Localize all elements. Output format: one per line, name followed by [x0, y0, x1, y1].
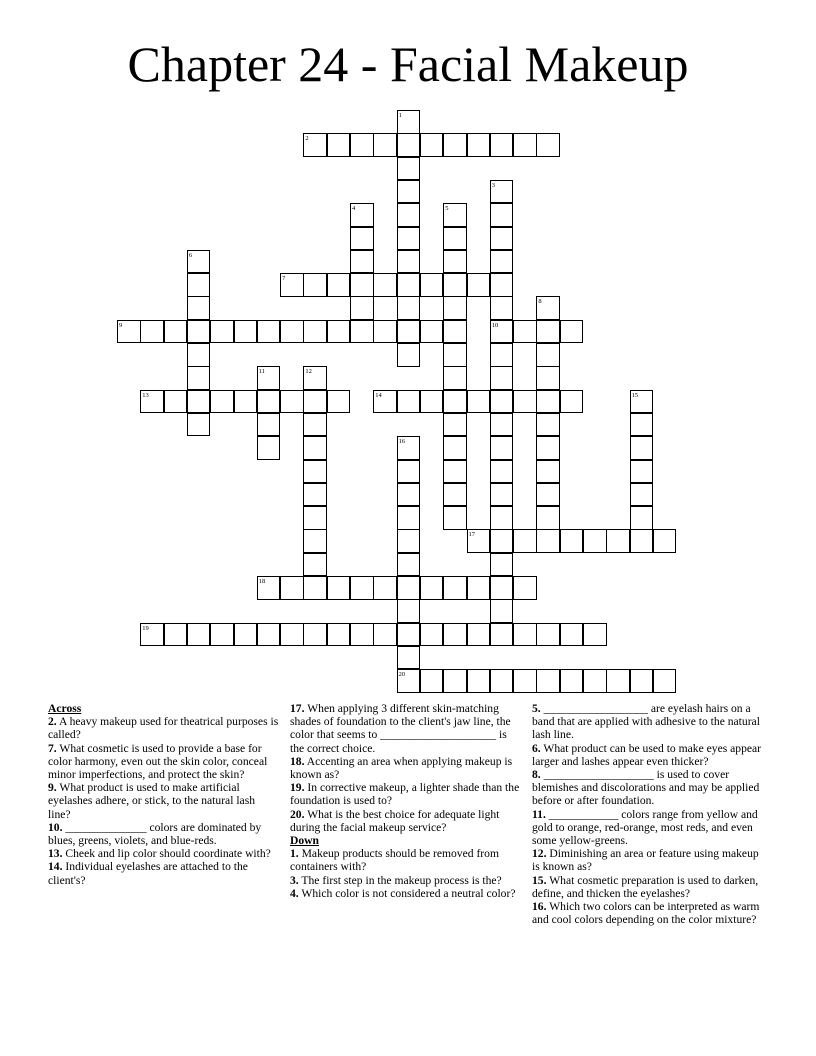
grid-cell[interactable] — [536, 390, 560, 414]
grid-cell[interactable] — [490, 576, 514, 600]
grid-cell[interactable] — [350, 623, 374, 647]
clue-across-10: 10. ______________ colors are dominated by blues, greens, violets, and blue-reds. — [48, 820, 262, 848]
grid-cell[interactable] — [560, 320, 584, 344]
clue-down-15: 15. What cosmetic preparation is used to darken, define, and thicken the eyelashes? — [532, 873, 759, 900]
clue-number: 6 — [188, 251, 193, 259]
grid-cell[interactable] — [397, 110, 421, 134]
grid-cell[interactable] — [420, 576, 444, 600]
grid-cell[interactable] — [653, 529, 677, 553]
grid-cell[interactable] — [630, 460, 654, 484]
grid-cell[interactable] — [303, 390, 327, 414]
grid-cell[interactable] — [536, 366, 560, 390]
grid-cell[interactable] — [280, 576, 304, 600]
grid-cell[interactable] — [397, 227, 421, 251]
grid-cell[interactable] — [234, 623, 258, 647]
grid-cell[interactable] — [397, 390, 421, 414]
grid-cell[interactable] — [164, 623, 188, 647]
grid-cell[interactable] — [397, 483, 421, 507]
grid-cell[interactable] — [373, 390, 397, 414]
grid-cell[interactable] — [443, 436, 467, 460]
grid-cell[interactable] — [397, 646, 421, 670]
grid-cell[interactable] — [490, 623, 514, 647]
across-heading: Across — [48, 702, 82, 715]
grid-cell[interactable] — [397, 320, 421, 344]
grid-cell[interactable] — [536, 483, 560, 507]
grid-cell[interactable] — [397, 296, 421, 320]
grid-cell[interactable] — [536, 413, 560, 437]
grid-cell[interactable] — [117, 320, 141, 344]
grid-cell[interactable] — [257, 320, 281, 344]
down-heading: Down — [290, 834, 319, 848]
grid-cell[interactable] — [140, 390, 164, 414]
grid-cell[interactable] — [187, 343, 211, 367]
grid-cell[interactable] — [630, 390, 654, 414]
grid-cell[interactable] — [280, 623, 304, 647]
grid-cell[interactable] — [583, 669, 607, 693]
clue-down-1: 1. Makeup products should be removed from containers with? — [290, 847, 499, 874]
grid-cell[interactable] — [303, 366, 327, 390]
clues-column-1 — [48, 702, 280, 887]
clue-across-13: 13. Cheek and lip color should coordinate with? — [48, 847, 271, 861]
grid-cell[interactable] — [187, 296, 211, 320]
grid-cell[interactable] — [257, 366, 281, 390]
grid-cell[interactable] — [164, 390, 188, 414]
grid-cell[interactable] — [630, 436, 654, 460]
clue-number: 7 — [282, 275, 286, 283]
grid-cell[interactable] — [560, 669, 584, 693]
grid-cell[interactable] — [443, 506, 467, 530]
grid-cell[interactable] — [373, 320, 397, 344]
grid-cell[interactable] — [443, 483, 467, 507]
grid-cell[interactable] — [513, 669, 537, 693]
clue-number: 5 — [445, 205, 449, 213]
grid-cell[interactable] — [350, 296, 374, 320]
grid-cell[interactable] — [490, 413, 514, 437]
clue-number: 13 — [142, 391, 149, 399]
grid-cell[interactable] — [280, 320, 304, 344]
grid-cell[interactable] — [373, 576, 397, 600]
grid-cell[interactable] — [513, 320, 537, 344]
grid-cell[interactable] — [443, 227, 467, 251]
grid-cell[interactable] — [490, 460, 514, 484]
clue-number: 4 — [352, 205, 356, 213]
grid-cell[interactable] — [373, 133, 397, 157]
grid-cell[interactable] — [303, 133, 327, 157]
grid-cell[interactable] — [513, 529, 537, 553]
clue-down-16: 16. Which two colors can be interpreted as warm and cool colors depending on the color mixture? — [532, 900, 760, 927]
grid-cell[interactable] — [443, 623, 467, 647]
grid-cell[interactable] — [397, 273, 421, 297]
clue-number: 18 — [258, 578, 266, 585]
grid-cell[interactable] — [653, 669, 677, 693]
grid-cell[interactable] — [187, 273, 211, 297]
grid-cell[interactable] — [560, 623, 584, 647]
grid-cell[interactable] — [327, 320, 351, 344]
grid-cell[interactable] — [350, 576, 374, 600]
grid-cell[interactable] — [467, 529, 491, 553]
grid-cell[interactable] — [536, 460, 560, 484]
grid-cell[interactable] — [397, 506, 421, 530]
grid-cell[interactable] — [397, 623, 421, 647]
grid-cell[interactable] — [443, 390, 467, 414]
grid-cell[interactable] — [210, 623, 234, 647]
grid-cell[interactable] — [467, 273, 491, 297]
grid-cell[interactable] — [397, 599, 421, 623]
grid-cell[interactable] — [397, 460, 421, 484]
grid-cell[interactable] — [490, 529, 514, 553]
grid-cell[interactable] — [234, 320, 258, 344]
grid-cell[interactable] — [467, 133, 491, 157]
grid-cell[interactable] — [397, 576, 421, 600]
grid-cell[interactable] — [443, 273, 467, 297]
clue-down-8: 8. ___________________ is used to cover blemishes and discolorations and may be applied before or after foundation. — [532, 768, 760, 808]
grid-cell[interactable] — [257, 436, 281, 460]
grid-cell[interactable] — [397, 203, 421, 227]
grid-cell[interactable] — [303, 320, 327, 344]
clue-number: 3 — [491, 181, 496, 189]
clues-column-2 — [290, 702, 522, 900]
clue-number: 19 — [142, 624, 149, 632]
grid-cell[interactable] — [257, 413, 281, 437]
grid-cell[interactable] — [536, 436, 560, 460]
grid-cell[interactable] — [257, 623, 281, 647]
grid-cell[interactable] — [350, 250, 374, 274]
grid-cell[interactable] — [397, 343, 421, 367]
grid-cell[interactable] — [513, 623, 537, 647]
grid-cell[interactable] — [583, 623, 607, 647]
grid-cell[interactable] — [536, 506, 560, 530]
grid-cell[interactable] — [303, 576, 327, 600]
grid-cell[interactable] — [490, 553, 514, 577]
grid-cell[interactable] — [536, 529, 560, 553]
grid-cell[interactable] — [350, 273, 374, 297]
grid-cell[interactable] — [257, 576, 281, 600]
grid-cell[interactable] — [397, 250, 421, 274]
grid-cell[interactable] — [443, 250, 467, 274]
grid-cell[interactable] — [490, 180, 514, 204]
clue-number: 8 — [538, 298, 542, 306]
clue-number: 9 — [119, 321, 123, 329]
clue-down-4: 4. Which color is not considered a neutral color? — [290, 886, 516, 900]
grid-cell[interactable] — [443, 669, 467, 693]
grid-cell[interactable] — [490, 273, 514, 297]
grid-cell[interactable] — [187, 320, 211, 344]
clue-number: 20 — [398, 671, 406, 679]
grid-cell[interactable] — [443, 413, 467, 437]
grid-cell[interactable] — [303, 529, 327, 553]
grid-cell[interactable] — [630, 506, 654, 530]
grid-cell[interactable] — [327, 273, 351, 297]
grid-cell[interactable] — [606, 669, 630, 693]
grid-cell[interactable] — [187, 366, 211, 390]
clue-number: 12 — [305, 368, 312, 376]
clue-across-20: 20. What is the best choice for adequate light during the facial makeup service? — [290, 807, 500, 834]
grid-cell[interactable] — [397, 529, 421, 553]
grid-cell[interactable] — [443, 576, 467, 600]
grid-cell[interactable] — [606, 529, 630, 553]
grid-cell[interactable] — [327, 133, 351, 157]
grid-cell[interactable] — [327, 390, 351, 414]
grid-cell[interactable] — [303, 273, 327, 297]
clue-down-6: 6. What product can be used to make eyes appear larger and lashes appear even thicker? — [532, 741, 762, 768]
grid-cell[interactable] — [443, 203, 467, 227]
grid-cell[interactable] — [536, 669, 560, 693]
grid-cell[interactable] — [327, 576, 351, 600]
grid-cell[interactable] — [397, 436, 421, 460]
grid-cell[interactable] — [350, 203, 374, 227]
clue-down-3: 3. The first step in the makeup process is the? — [290, 873, 502, 887]
grid-cell[interactable] — [327, 623, 351, 647]
grid-cell[interactable] — [420, 623, 444, 647]
grid-cell[interactable] — [490, 483, 514, 507]
grid-cell[interactable] — [443, 133, 467, 157]
grid-cell[interactable] — [373, 623, 397, 647]
grid-cell[interactable] — [303, 413, 327, 437]
clue-number: 14 — [375, 391, 382, 399]
grid-cell[interactable] — [140, 623, 164, 647]
grid-cell[interactable] — [536, 296, 560, 320]
grid-cell[interactable] — [443, 343, 467, 367]
grid-cell[interactable] — [420, 320, 444, 344]
grid-cell[interactable] — [187, 413, 211, 437]
clue-number: 15 — [631, 391, 639, 399]
grid-cell[interactable] — [443, 296, 467, 320]
grid-cell[interactable] — [490, 390, 514, 414]
clue-number: 11 — [258, 368, 266, 376]
clue-down-11: 11. ____________ colors range from yellow and gold to orange, red-orange, most reds, and even some yellow-greens. — [532, 807, 758, 848]
grid-cell[interactable] — [187, 250, 211, 274]
grid-cell[interactable] — [467, 669, 491, 693]
grid-cell[interactable] — [490, 366, 514, 390]
grid-cell[interactable] — [536, 133, 560, 157]
grid-cell[interactable] — [467, 576, 491, 600]
grid-cell[interactable] — [490, 599, 514, 623]
grid-cell[interactable] — [630, 529, 654, 553]
grid-cell[interactable] — [490, 203, 514, 227]
grid-cell[interactable] — [210, 320, 234, 344]
clue-across-17: 17. When applying 3 different skin-matching shades of foundation to the client's jaw line, the color that seems to ____________________ is the correct choice. — [290, 702, 511, 755]
grid-cell[interactable] — [513, 576, 537, 600]
grid-cell[interactable] — [303, 483, 327, 507]
grid-cell[interactable] — [350, 133, 374, 157]
clue-across-2: 2. A heavy makeup used for theatrical purposes is called? — [48, 715, 279, 742]
grid-cell[interactable] — [536, 320, 560, 344]
clue-number: 2 — [305, 135, 309, 143]
grid-cell[interactable] — [560, 529, 584, 553]
grid-cell[interactable] — [350, 320, 374, 344]
grid-cell[interactable] — [630, 413, 654, 437]
grid-cell[interactable] — [490, 320, 514, 344]
clue-number: 16 — [398, 438, 406, 446]
grid-cell[interactable] — [490, 669, 514, 693]
grid-cell[interactable] — [490, 343, 514, 367]
clue-across-14: 14. Individual eyelashes are attached to the client's? — [48, 860, 248, 887]
clue-down-12: 12. Diminishing an area or feature using makeup is known as? — [532, 847, 759, 874]
grid-cell[interactable] — [513, 133, 537, 157]
grid-cell[interactable] — [164, 320, 188, 344]
clue-across-9: 9. What product is used to make artificial eyelashes adhere, or stick, to the natural lash line? — [48, 781, 256, 821]
grid-cell[interactable] — [420, 390, 444, 414]
grid-cell[interactable] — [303, 553, 327, 577]
grid-cell[interactable] — [280, 273, 304, 297]
grid-cell[interactable] — [420, 133, 444, 157]
clue-down-5: 5. __________________ are eyelash hairs on a band that are applied with adhesive to the natural lash line. — [532, 702, 760, 742]
grid-cell[interactable] — [490, 133, 514, 157]
grid-cell[interactable] — [443, 460, 467, 484]
grid-cell[interactable] — [490, 436, 514, 460]
clues-column-3 — [532, 702, 768, 926]
grid-cell[interactable] — [490, 250, 514, 274]
grid-cell[interactable] — [560, 390, 584, 414]
grid-cell[interactable] — [490, 227, 514, 251]
grid-cell[interactable] — [234, 390, 258, 414]
grid-cell[interactable] — [303, 623, 327, 647]
grid-cell[interactable] — [257, 390, 281, 414]
clue-number: 1 — [398, 112, 402, 119]
clue-across-19: 19. In corrective makeup, a lighter shade than the foundation is used to? — [290, 781, 520, 808]
grid-cell[interactable] — [490, 506, 514, 530]
grid-cell[interactable] — [280, 390, 304, 414]
grid-cell[interactable] — [397, 553, 421, 577]
grid-cell[interactable] — [443, 320, 467, 344]
grid-cell[interactable] — [210, 390, 234, 414]
grid-cell[interactable] — [303, 436, 327, 460]
clue-across-18: 18. Accenting an area when applying makeup is known as? — [290, 754, 513, 782]
grid-cell[interactable] — [420, 669, 444, 693]
grid-cell[interactable] — [397, 180, 421, 204]
grid-cell[interactable] — [303, 506, 327, 530]
grid-cell[interactable] — [490, 296, 514, 320]
grid-cell[interactable] — [536, 343, 560, 367]
clue-across-7: 7. What cosmetic is used to provide a base for color harmony, even out the skin color, conceal minor imperfections, and protect the skin? — [48, 741, 268, 782]
clue-number: 10 — [491, 321, 499, 329]
grid-cell[interactable] — [397, 133, 421, 157]
grid-cell[interactable] — [630, 483, 654, 507]
grid-cell[interactable] — [397, 669, 421, 693]
grid-cell[interactable] — [467, 623, 491, 647]
grid-cell[interactable] — [187, 390, 211, 414]
grid-cell[interactable] — [467, 390, 491, 414]
grid-cell[interactable] — [373, 273, 397, 297]
grid-cell[interactable] — [420, 273, 444, 297]
grid-cell[interactable] — [187, 623, 211, 647]
grid-cell[interactable] — [303, 460, 327, 484]
grid-cell[interactable] — [140, 320, 164, 344]
grid-cell[interactable] — [397, 157, 421, 181]
clue-number: 17 — [468, 531, 475, 539]
grid-cell[interactable] — [536, 623, 560, 647]
grid-cell[interactable] — [513, 390, 537, 414]
grid-cell[interactable] — [630, 669, 654, 693]
page-title: Chapter 24 - Facial Makeup — [127, 36, 689, 92]
grid-cell[interactable] — [350, 227, 374, 251]
grid-cell[interactable] — [583, 529, 607, 553]
grid-cell[interactable] — [443, 366, 467, 390]
